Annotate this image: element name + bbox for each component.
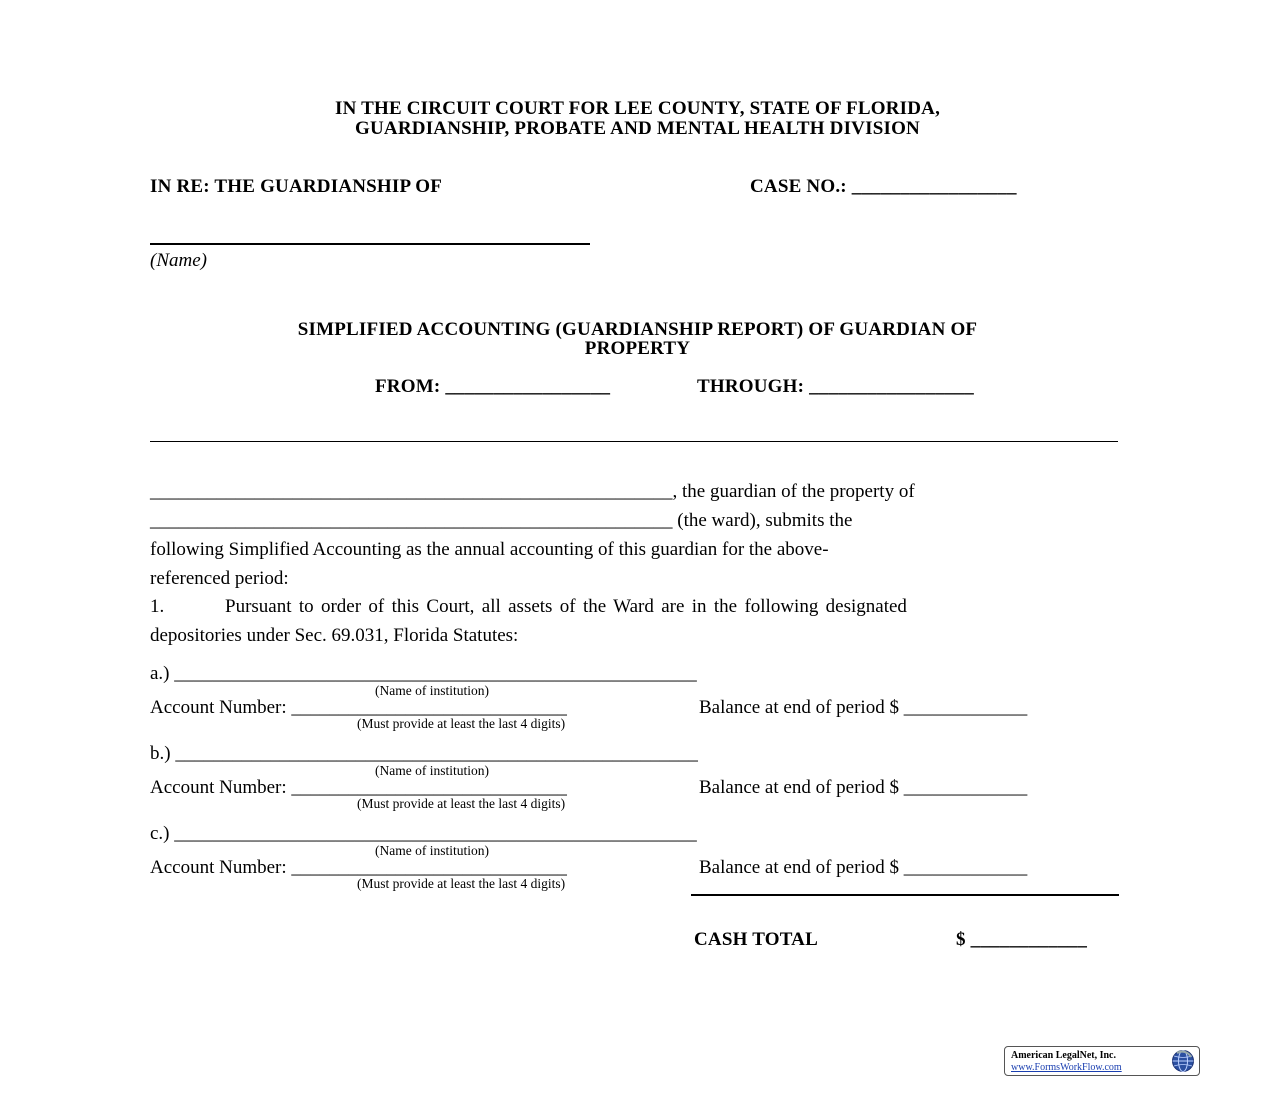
account-c-institution-field[interactable]: c.) _______________________________________________________	[150, 823, 697, 844]
account-a-balance-field[interactable]: Balance at end of period $ _____________	[699, 697, 1028, 718]
item1-text-line2: depositories under Sec. 69.031, Florida Statutes:	[150, 625, 519, 646]
account-b-institution-field[interactable]: b.) _______________________________________________________	[150, 743, 698, 764]
item1-number: 1.	[150, 596, 165, 617]
account-a-institution-field[interactable]: a.) _______________________________________________________	[150, 663, 697, 684]
institution-hint: (Name of institution)	[375, 763, 489, 778]
digits-hint: (Must provide at least the last 4 digits)	[357, 796, 566, 811]
publisher-logo	[1004, 1046, 1200, 1076]
body-text-line3: following Simplified Accounting as the annual accounting of this guardian for the above-	[150, 539, 829, 560]
case-number-field[interactable]: CASE NO.: _________________	[750, 176, 1017, 197]
body-text-line4: referenced period:	[150, 568, 289, 589]
account-b-balance-field[interactable]: Balance at end of period $ _____________	[699, 777, 1028, 798]
name-label: (Name)	[150, 250, 207, 271]
account-a-number-field[interactable]: Account Number: _____________________________	[150, 697, 567, 718]
digits-hint: (Must provide at least the last 4 digits)	[357, 716, 566, 731]
publisher-name: American LegalNet, Inc.	[1011, 1050, 1116, 1061]
account-c-number-field[interactable]: Account Number: _____________________________	[150, 857, 567, 878]
period-through-field[interactable]: THROUGH: _________________	[697, 376, 975, 397]
institution-hint: (Name of institution)	[375, 843, 489, 858]
globe-icon	[1171, 1049, 1195, 1073]
court-heading-line2: GUARDIANSHIP, PROBATE AND MENTAL HEALTH DIVISION	[355, 118, 920, 139]
account-c-balance-field[interactable]: Balance at end of period $ _____________	[699, 857, 1028, 878]
publisher-url-link[interactable]: www.FormsWorkFlow.com	[1011, 1062, 1122, 1073]
ward-line[interactable]: _______________________________________________________ (the ward), submits the	[150, 510, 853, 531]
cash-total-field[interactable]: $ ____________	[956, 929, 1088, 950]
court-heading-line1: IN THE CIRCUIT COURT FOR LEE COUNTY, STATE OF FLORIDA,	[334, 98, 941, 119]
account-b-number-field[interactable]: Account Number: _____________________________	[150, 777, 567, 798]
document-title-line1: SIMPLIFIED ACCOUNTING (GUARDIANSHIP REPORT) OF GUARDIAN OF	[297, 319, 978, 340]
institution-hint: (Name of institution)	[375, 683, 489, 698]
document-title-line2: PROPERTY	[584, 338, 691, 359]
digits-hint: (Must provide at least the last 4 digits)	[357, 876, 566, 891]
ward-name-line[interactable]	[150, 243, 590, 245]
item1-text-line1: Pursuant to order of this Court, all assets of the Ward are in the following designated	[225, 596, 907, 617]
in-re-label: IN RE: THE GUARDIANSHIP OF	[150, 176, 442, 197]
cash-total-label: CASH TOTAL	[694, 929, 818, 950]
guardian-name-line[interactable]: _______________________________________________________, the guardian of the property of	[150, 481, 915, 502]
period-from-field[interactable]: FROM: _________________	[375, 376, 611, 397]
total-rule	[691, 894, 1119, 896]
section-divider	[150, 441, 1118, 442]
